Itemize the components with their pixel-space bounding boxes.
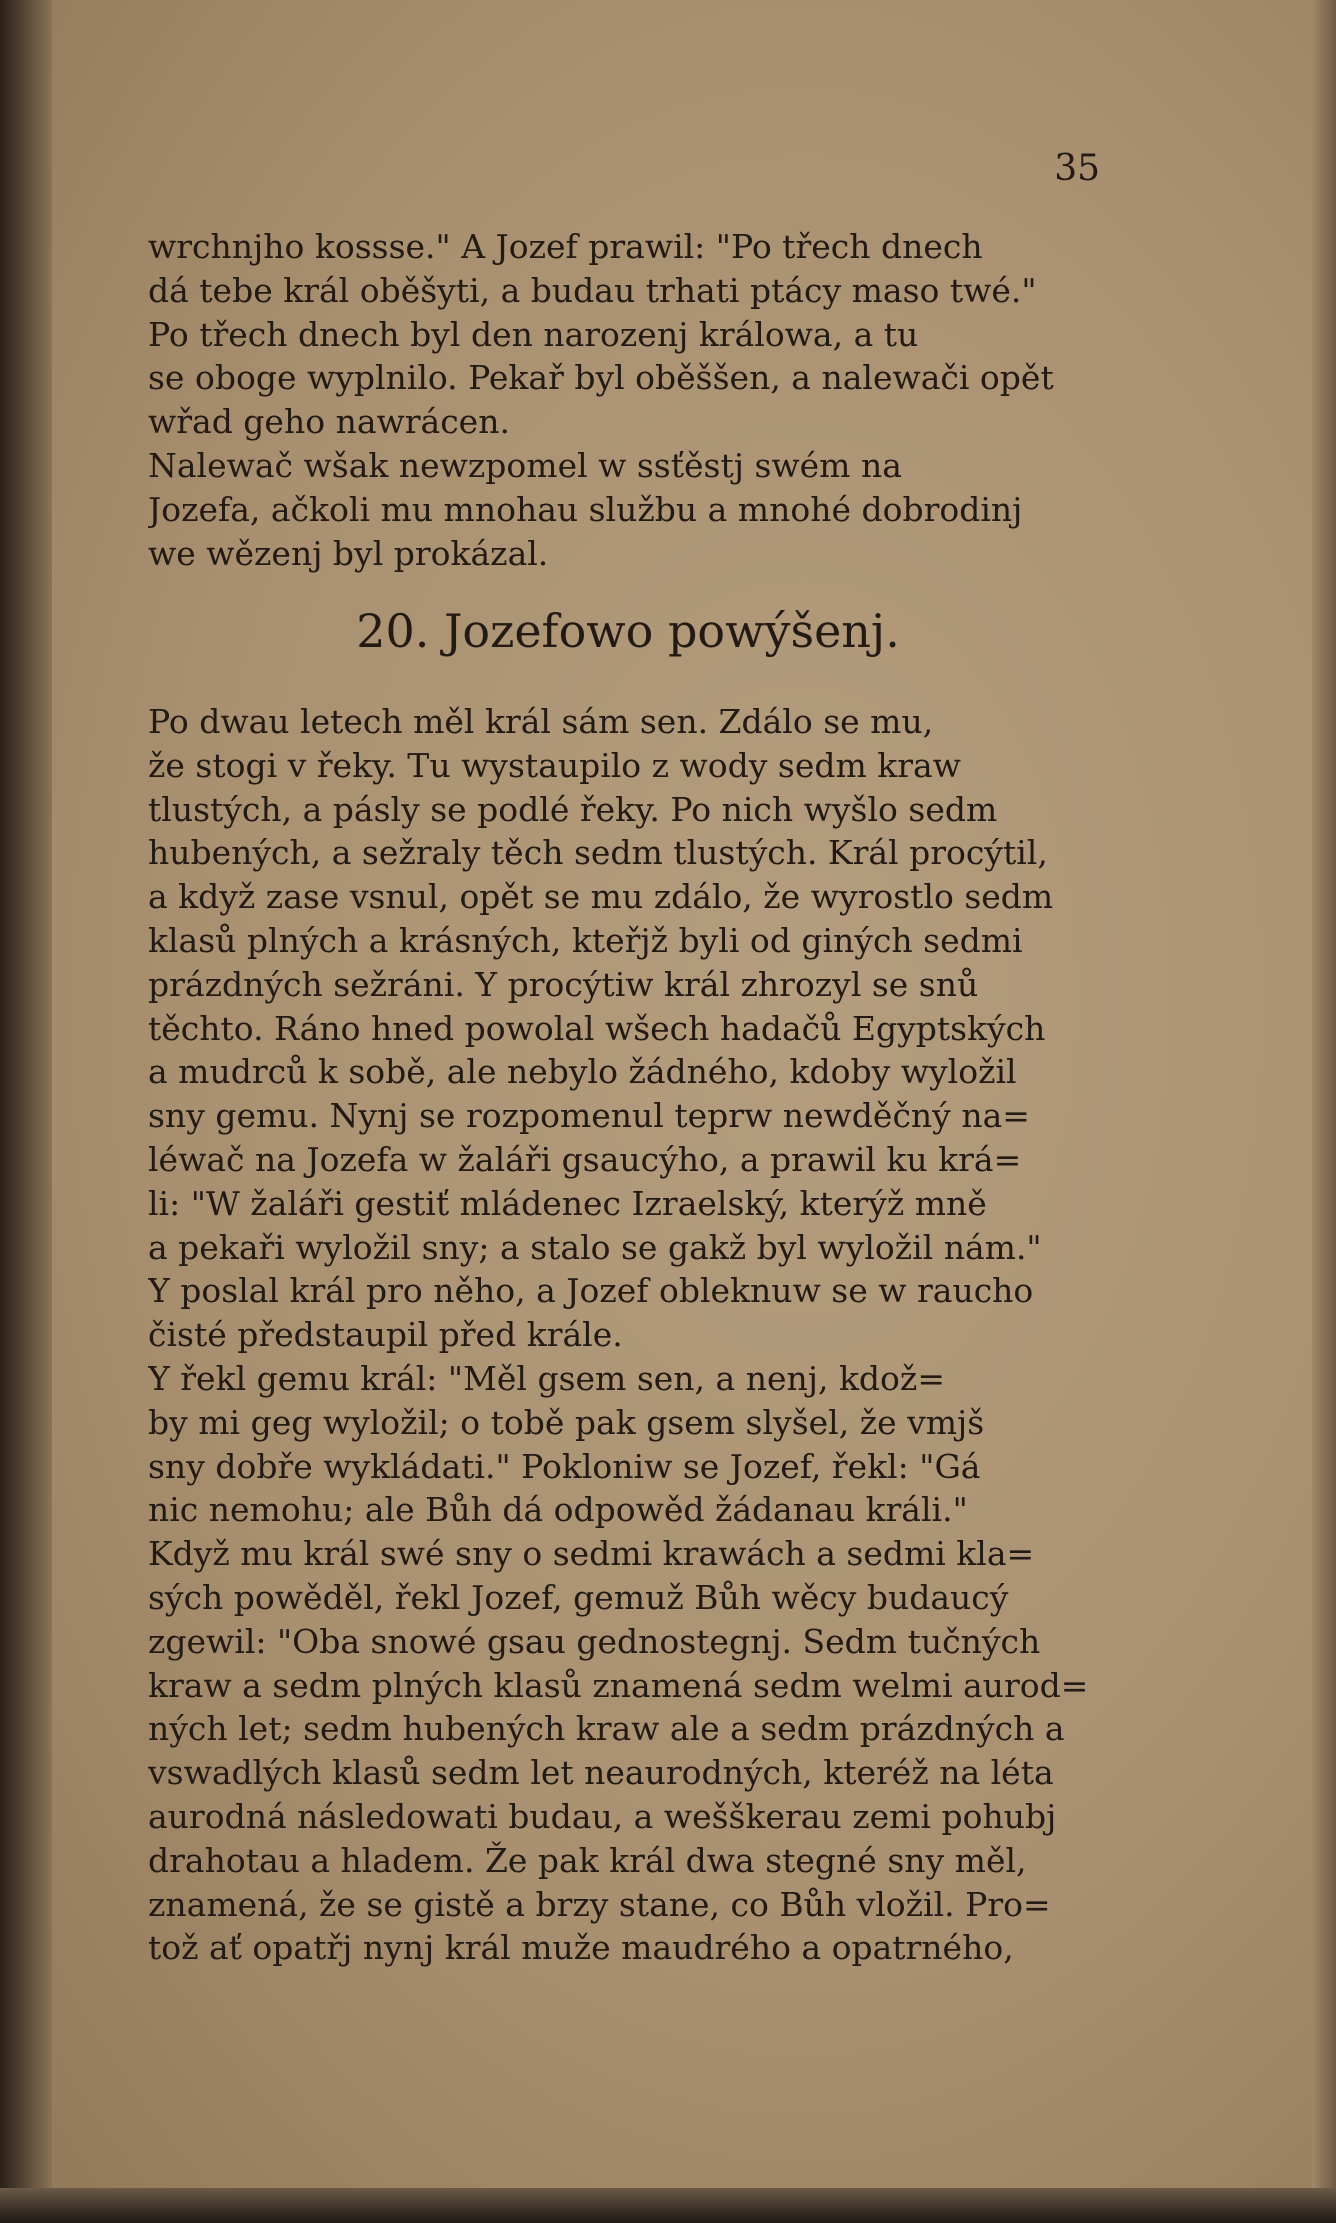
text-line: kraw a sedm plných klasů znamená sedm welmi aurod= xyxy=(148,1665,1089,1705)
text-line: Nalewač wšak newzpomel w ssťěstj swém na xyxy=(148,445,902,485)
text-line: Y poslal král pro něho, a Jozef obleknuw se w raucho xyxy=(148,1271,1034,1311)
text-line: Jozefa, ačkoli mu mnohau službu a mnohé dobrodinj xyxy=(148,489,1023,529)
page-number: 35 xyxy=(1054,148,1100,189)
text-line: tlustých, a pásly se podlé řeky. Po nich wyšlo sedm xyxy=(148,789,998,829)
text-line: tož ať opatřj nynj král muže maudrého a opatrného, xyxy=(148,1928,1014,1968)
text-line: sny dobře wykládati." Pokloniw se Jozef, řekl: "Gá xyxy=(148,1446,981,1486)
page-binding-edge xyxy=(0,0,52,2223)
text-line: vswadlých klasů sedm let neaurodných, kteréž na léta xyxy=(148,1753,1054,1793)
text-line: aurodná následowati budau, a wešškerau zemi pohubj xyxy=(148,1796,1057,1836)
text-line: nic nemohu; ale Bůh dá odpowěd žádanau králi." xyxy=(148,1490,968,1530)
text-line: léwač na Jozefa w žaláři gsaucýho, a prawil ku krá= xyxy=(148,1139,1022,1179)
text-line: sny gemu. Nynj se rozpomenul teprw newděčný na= xyxy=(148,1096,1030,1136)
text-line: a mudrců k sobě, ale nebylo žádného, kdoby wyložil xyxy=(148,1052,1017,1092)
text-line: dá tebe král oběšyti, a budau trhati ptácy maso twé." xyxy=(148,270,1037,310)
section-heading: 20. Jozefowo powýšenj. xyxy=(356,604,900,658)
text-line: we wězenj byl prokázal. xyxy=(148,533,549,573)
text-line: drahotau a hladem. Že pak král dwa stegné sny měl, xyxy=(148,1840,1027,1880)
text-line: a pekaři wyložil sny; a stalo se gakž byl wyložil nám." xyxy=(148,1227,1042,1267)
text-line: hubených, a sežraly těch sedm tlustých. Král procýtil, xyxy=(148,833,1048,873)
text-line: klasů plných a krásných, kteřjž byli od giných sedmi xyxy=(148,920,1023,960)
text-line: Po dwau letech měl král sám sen. Zdálo se mu, xyxy=(148,702,934,741)
text-line: wrchnjho kossse." A Jozef prawil: "Po třech dnech xyxy=(148,227,983,266)
text-line: sých powěděl, řekl Jozef, gemuž Bůh wěcy budaucý xyxy=(148,1577,1009,1617)
text-line: a když zase vsnul, opět se mu zdálo, že wyrostlo sedm xyxy=(148,877,1054,917)
text-line: zgewil: "Oba snowé gsau gednostegnj. Sedm tučných xyxy=(148,1621,1041,1661)
text-line: Po třech dnech byl den narozenj králowa, a tu xyxy=(148,314,919,354)
text-line: se oboge wyplnilo. Pekař byl oběššen, a nalewači opět xyxy=(148,358,1054,398)
text-line: znamená, že se gistě a brzy stane, co Bůh vložil. Pro= xyxy=(148,1884,1051,1924)
text-line: ných let; sedm hubených kraw ale a sedm prázdných a xyxy=(148,1709,1065,1749)
text-line: těchto. Ráno hned powolal wšech hadačů Egyptských xyxy=(148,1008,1046,1048)
paragraph-2 xyxy=(148,700,1108,1970)
text-line: prázdných sežráni. Y procýtiw král zhrozyl se snů xyxy=(148,964,979,1004)
page-bottom-edge xyxy=(0,2188,1336,2223)
text-line: wřad geho nawrácen. xyxy=(148,402,510,442)
text-line: Když mu král swé sny o sedmi krawách a sedmi kla= xyxy=(148,1534,1035,1574)
paragraph-1 xyxy=(148,225,1108,575)
text-line: že stogi v řeky. Tu wystaupilo z wody sedm kraw xyxy=(148,745,961,785)
text-line: by mi geg wyložil; o tobě pak gsem slyšel, že vmjš xyxy=(148,1402,985,1442)
text-line: li: "W žaláři gestiť mládenec Izraelský, kterýž mně xyxy=(148,1183,987,1223)
text-line: Y řekl gemu král: "Měl gsem sen, a nenj, kdož= xyxy=(148,1358,945,1398)
text-line: čisté předstaupil před krále. xyxy=(148,1315,623,1355)
page-right-edge xyxy=(1312,0,1336,2223)
